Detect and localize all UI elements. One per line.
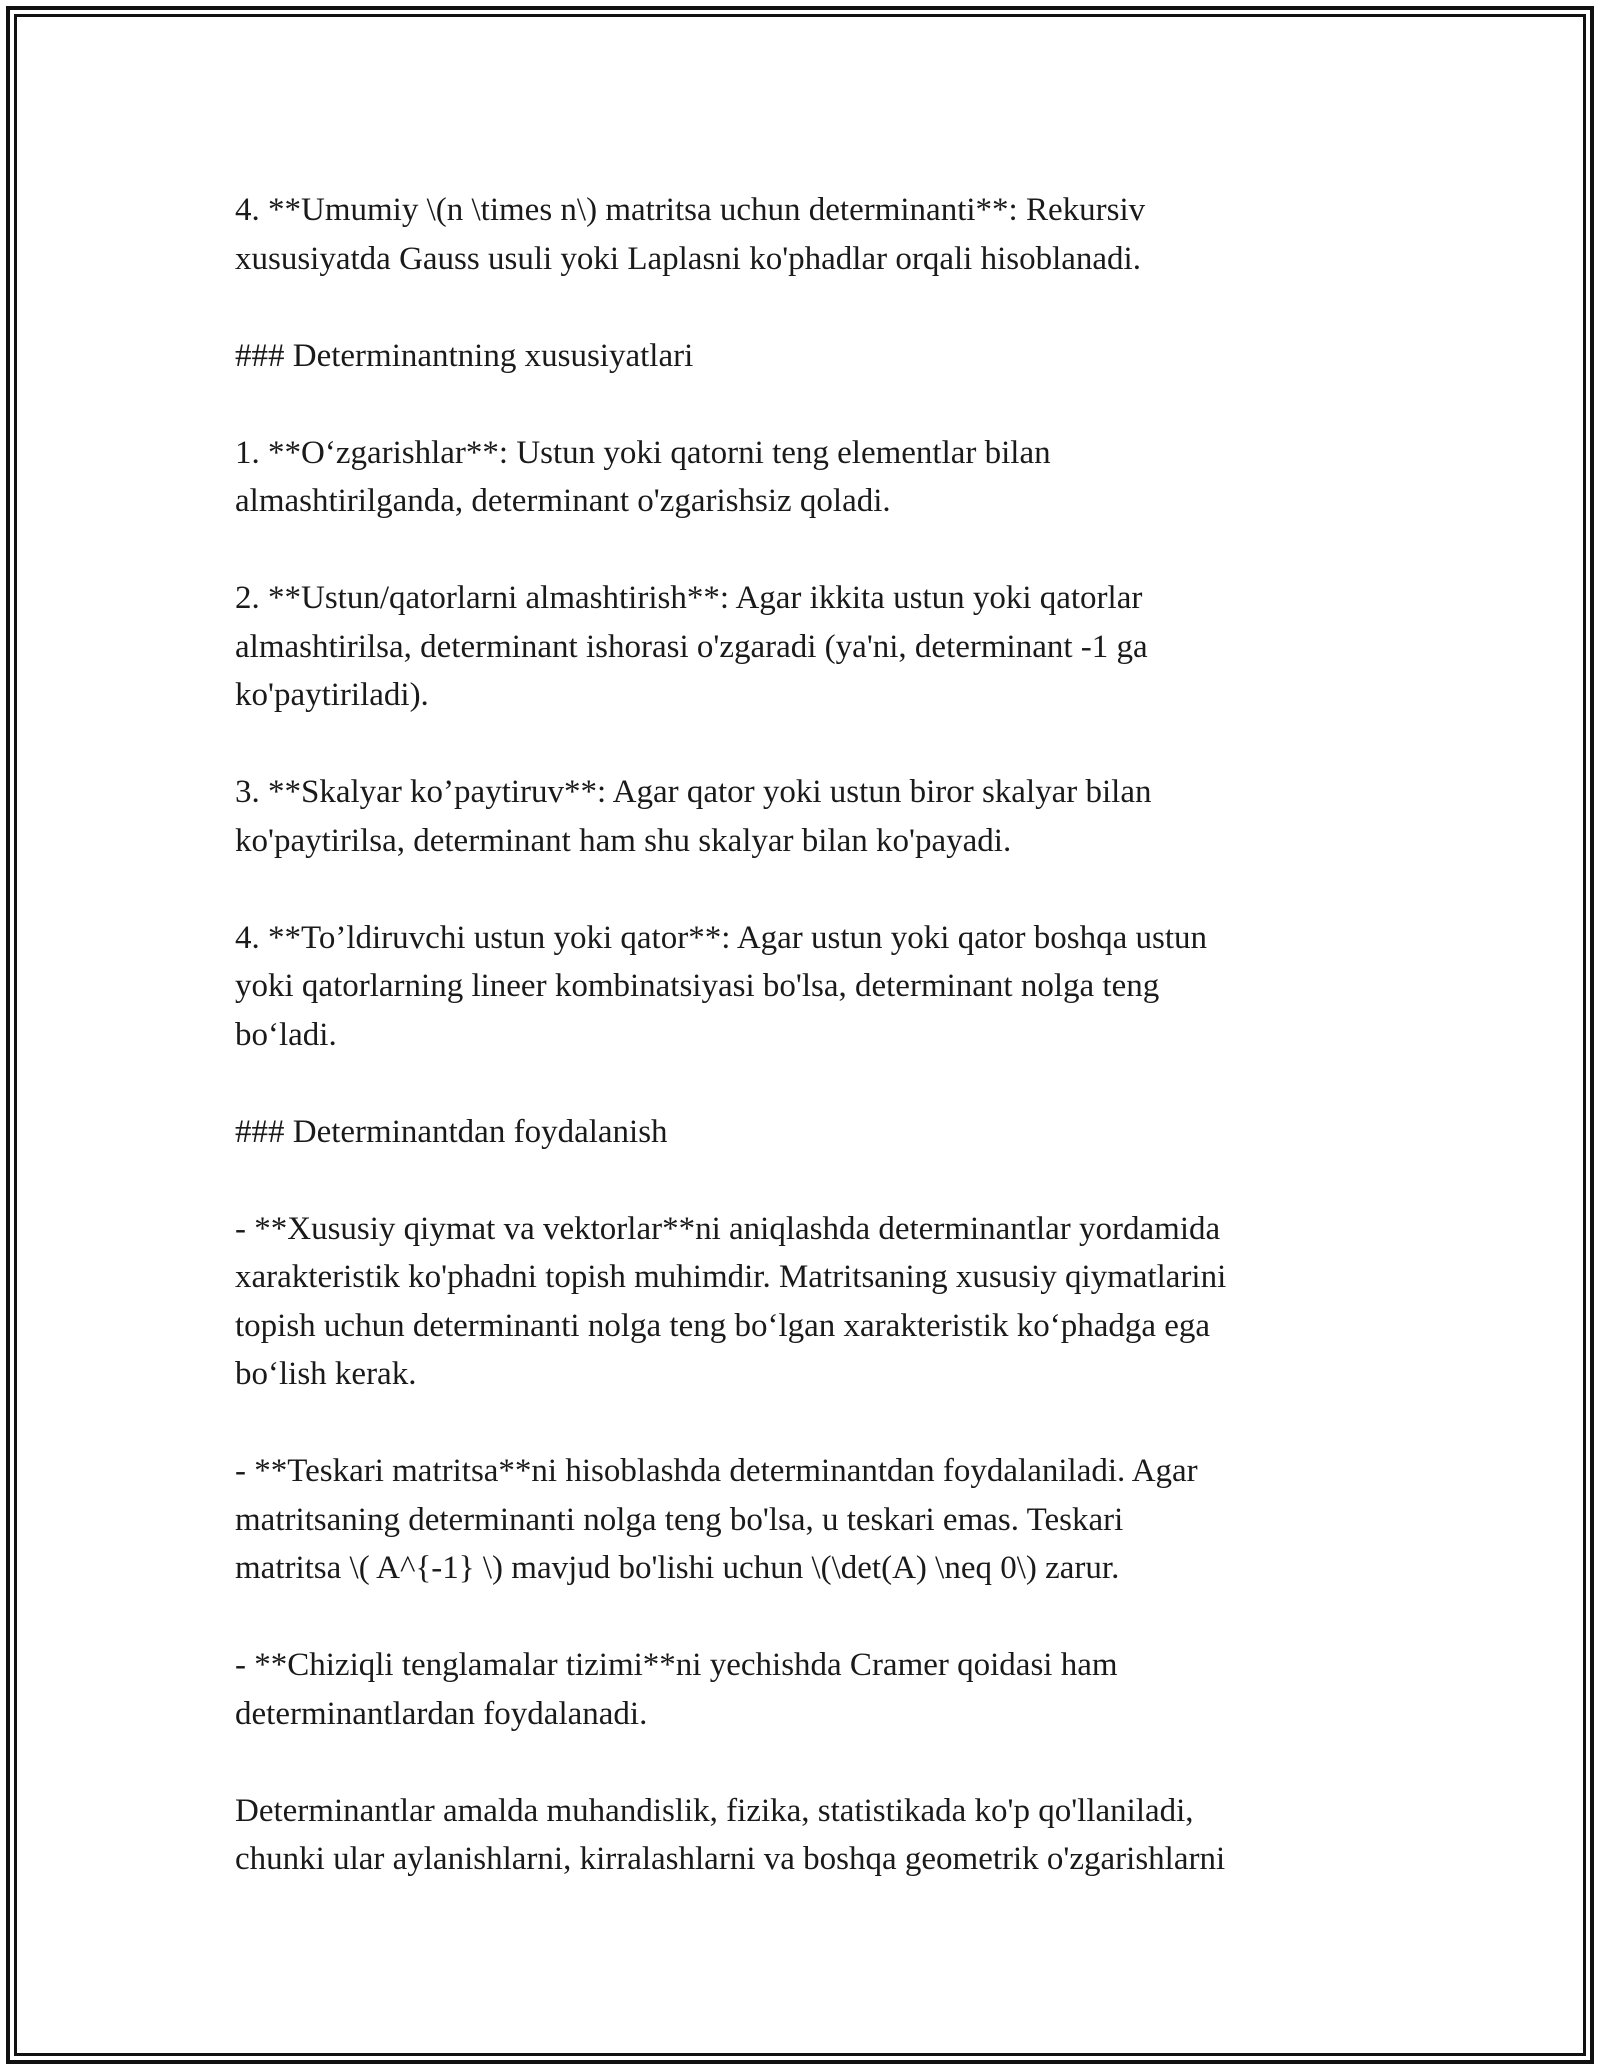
paragraph-applications: Determinantlar amalda muhandislik, fizika, statistikada ko'p qo'llaniladi, chunki ular aylanishlarni, kirralashlarni va boshqa geometrik o'zgarishlarni — [235, 1792, 1226, 1877]
heading-determinant-usage: ### Determinantdan foydalanish — [235, 1113, 668, 1150]
paragraph-property-swap: 2. **Ustun/qatorlarni almashtirish**: Agar ikkita ustun yoki qatorlar almashtirilsa, determinant ishorasi o'zgaradi (ya'ni, determinant -1 ga ko'paytiriladi). — [235, 580, 1148, 713]
paragraph-usage-eigenvalues: - **Xususiy qiymat va vektorlar**ni aniqlashda determinantlar yordamida xarakteristik ko'phadni topish muhimdir. Matritsaning xususiy qiymatlarini topish uchun determinanti nolga teng bo‘lgan xarakteristik ko‘phadga ega bo‘lish kerak. — [235, 1210, 1227, 1392]
heading-determinant-properties: ### Determinantning xususiyatlari — [235, 337, 694, 374]
paragraph-property-linear-combination: 4. **To’ldiruvchi ustun yoki qator**: Agar ustun yoki qator boshqa ustun yoki qatorlarning lineer kombinatsiyasi bo'lsa, determinant nolga teng bo‘ladi. — [235, 919, 1208, 1053]
paragraph-property-changes: 1. **O‘zgarishlar**: Ustun yoki qatorni teng elementlar bilan almashtirilganda, determinant o'zgarishsiz qoladi. — [235, 434, 1051, 519]
paragraph-usage-inverse-matrix: - **Teskari matritsa**ni hisoblashda determinantdan foydalaniladi. Agar matritsaning determinanti nolga teng bo'lsa, u teskari emas. Teskari matritsa \( A^{-1} \) mavjud bo'lishi uchun \(\det(A) \neq 0\) zarur. — [235, 1453, 1198, 1586]
document-body — [235, 186, 1355, 1884]
paragraph-general-determinant: 4. **Umumiy \(n \times n\) matritsa uchun determinanti**: Rekursiv xususiyatda Gauss usuli yoki Laplasni ko'phadlar orqali hisoblanadi. — [235, 192, 1146, 277]
paragraph-usage-linear-systems: - **Chiziqli tenglamalar tizimi**ni yechishda Cramer qoidasi ham determinantlardan foydalanadi. — [235, 1647, 1118, 1732]
paragraph-property-scalar: 3. **Skalyar ko’paytiruv**: Agar qator yoki ustun biror skalyar bilan ko'paytirilsa, determinant ham shu skalyar bilan ko'payadi. — [235, 774, 1152, 859]
